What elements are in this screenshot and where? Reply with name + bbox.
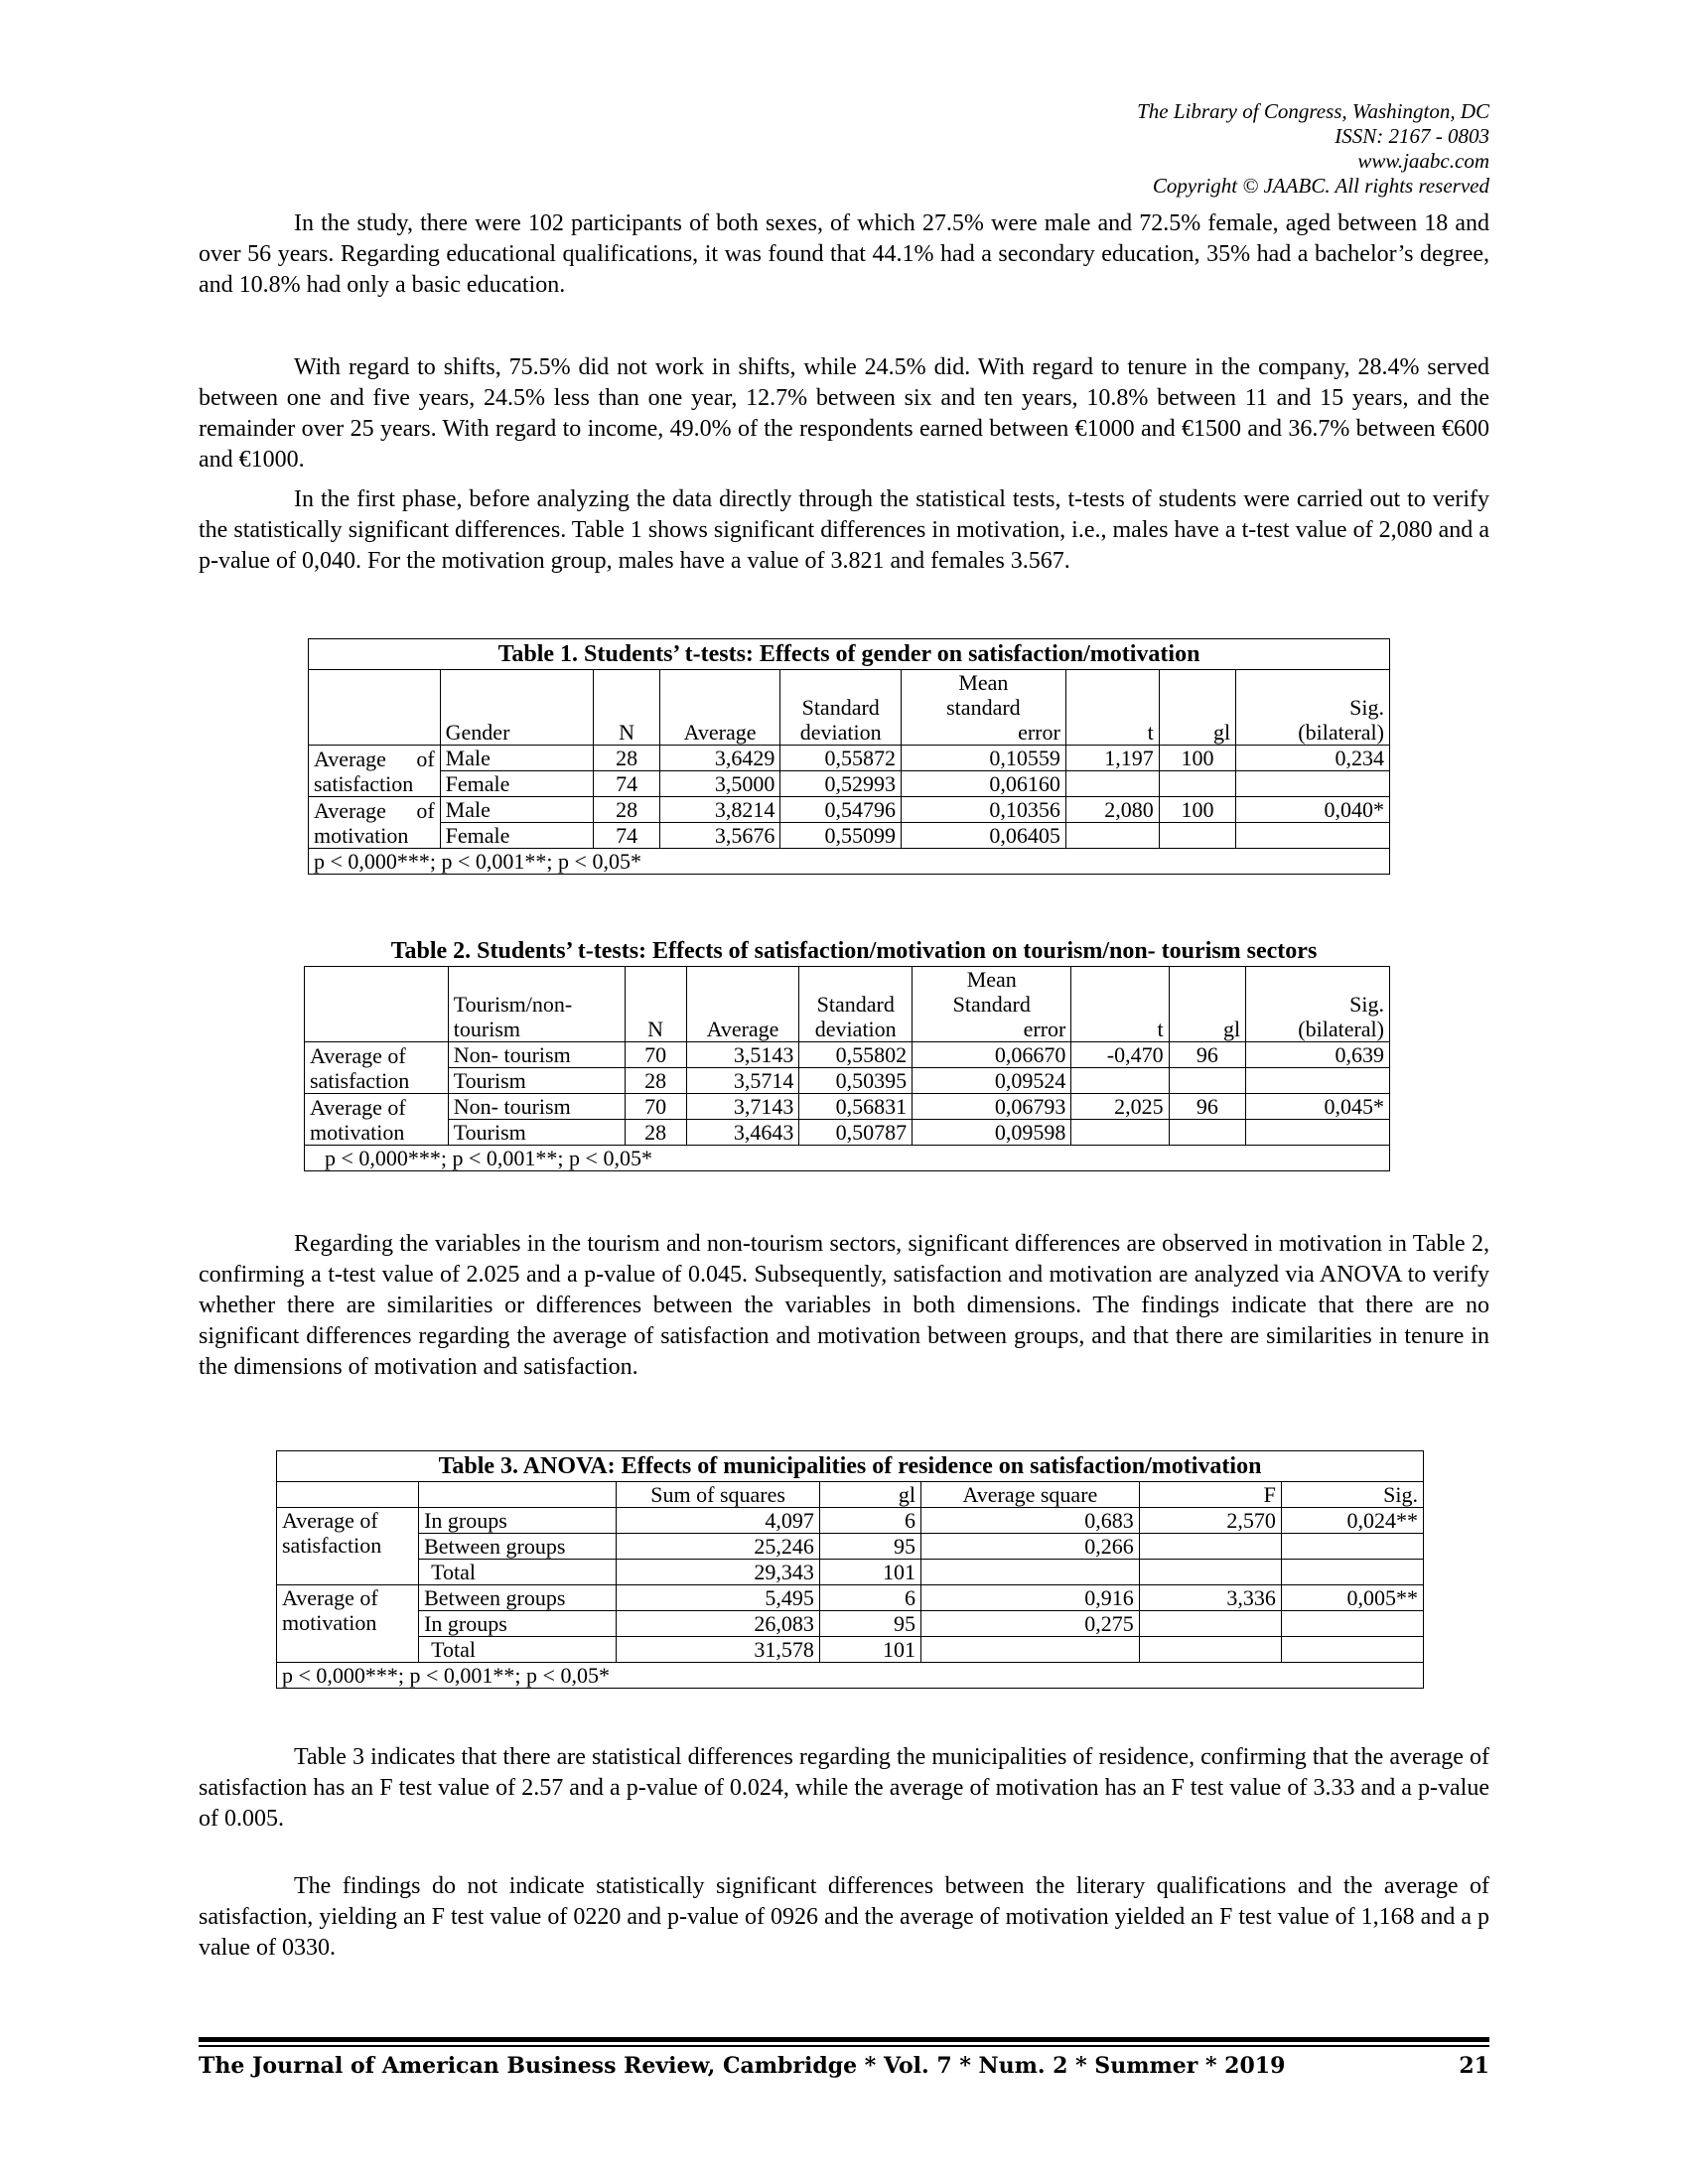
col-mse: Mean Standard error — [913, 967, 1071, 1042]
paragraph-literary-qualifications: The findings do not indicate statistically significant differences between the literary qualifications and the average of satisfaction, yielding an F test value of 0220 and p-value of 0926 and the average of motivation yielded an F test value of 1,168 and a p value of 0330. — [199, 1873, 1489, 1961]
row-label-motivation-2: motivation — [309, 823, 441, 849]
row-label-satisfaction: Average of satisfaction — [277, 1508, 419, 1585]
header-copyright: Copyright © JAABC. All rights reserved — [1152, 174, 1489, 198]
paragraph-table3-results: Table 3 indicates that there are statistical differences regarding the municipalities of residence, confirming that the average of satisfaction has an F test value of 2.57 and a p-value of 0.024, while the average of motivation has an F test value of 3.33 and a p-value of 0.005. — [199, 1744, 1489, 1832]
table-1-header-row — [309, 670, 1390, 746]
table-row: Average of Male 28 3,8214 0,54796 0,10356 2,080 100 0,040* — [309, 797, 1390, 823]
table-row: Average of motivation Between groups 5,495 6 0,916 3,336 0,005** — [277, 1585, 1424, 1611]
paragraph-tourism-anova: Regarding the variables in the tourism and non-tourism sectors, significant differences are observed in motivation in Table 2, confirming a t-test value of 2.025 and a p-value of 0.045. Subsequently, satisfaction and motivation are analyzed via ANOVA to verify whether there are similarities or differences between the variables in both dimensions. The findings indicate that there are no significant differences regarding the average of satisfaction and motivation between groups, and that there are similarities in tenure in the dimensions of motivation and satisfaction. — [199, 1231, 1489, 1380]
table-row: satisfaction Female 74 3,5000 0,52993 0,06160 — [309, 771, 1390, 797]
row-label-satisfaction-2: satisfaction — [309, 771, 441, 797]
header-website: www.jaabc.com — [1357, 149, 1489, 173]
col-t: t — [1065, 670, 1159, 746]
col-gl: gl — [1169, 967, 1246, 1042]
table-row: Average of satisfaction In groups 4,097 6 0,683 2,570 0,024** — [277, 1508, 1424, 1534]
col-t: t — [1071, 967, 1169, 1042]
row-label-motivation: Average of motivation — [277, 1585, 419, 1663]
col-n: N — [625, 967, 686, 1042]
row-label-satisfaction-1: Average of — [309, 746, 441, 771]
table-row: Average of Non- tourism 70 3,5143 0,55802 0,06670 -0,470 96 0,639 — [305, 1042, 1390, 1068]
table-row: motivation Tourism 28 3,4643 0,50787 0,09598 — [305, 1120, 1390, 1146]
running-header — [695, 99, 1489, 199]
table-row: Total 31,578 101 — [277, 1637, 1424, 1663]
table-2-footnote: p < 0,000***; p < 0,001**; p < 0,05* — [305, 1146, 1390, 1171]
col-sig: Sig. (bilateral) — [1236, 670, 1390, 746]
paragraph-shifts: With regard to shifts, 75.5% did not work in shifts, while 24.5% did. With regard to tenure in the company, 28.4% served between one and five years, 24.5% less than one year, 12.7% between six and ten years, 10.8% between 11 and 15 years, and the remainder over 25 years. With regard to income, 49.0% of the respondents earned between €1000 and €1500 and 36.7% between €600 and €1000. — [199, 354, 1489, 473]
running-footer — [199, 2051, 1489, 2081]
footer-rule — [199, 2037, 1489, 2047]
col-average: Average — [659, 670, 780, 746]
table-row: Average of Non- tourism 70 3,7143 0,56831 0,06793 2,025 96 0,045* — [305, 1094, 1390, 1120]
col-average: Average — [686, 967, 799, 1042]
footer-journal: The Journal of American Business Review, Cambridge * Vol. 7 * Num. 2 * Summer * 2019 — [199, 2053, 1286, 2079]
col-gl: gl — [1159, 670, 1235, 746]
col-mse: Mean standard error — [901, 670, 1065, 746]
table-row: Total 29,343 101 — [277, 1560, 1424, 1585]
col-gender: Gender — [440, 670, 594, 746]
table-1-footnote: p < 0,000***; p < 0,001**; p < 0,05* — [309, 849, 1390, 875]
table-1-title: Table 1. Students’ t-tests: Effects of gender on satisfaction/motivation — [309, 639, 1390, 670]
col-sd: Standard deviation — [799, 967, 913, 1042]
col-sum-of-squares: Sum of squares — [617, 1482, 819, 1508]
paragraph-first-phase: In the first phase, before analyzing the data directly through the statistical tests, t-tests of students were carried out to verify the statistically significant differences. Table 1 shows significant differences in motivation, i.e., males have a t-test value of 2,080 and a p-value of 0,040. For the motivation group, males have a value of 3.821 and females 3.567. — [199, 486, 1489, 574]
table-row: satisfaction Tourism 28 3,5714 0,50395 0,09524 — [305, 1068, 1390, 1094]
table-2-title: Table 2. Students’ t-tests: Effects of satisfaction/motivation on tourism/non- tourism sectors — [390, 938, 1318, 964]
header-library: The Library of Congress, Washington, DC — [1137, 99, 1489, 123]
header-issn: ISSN: 2167 - 0803 — [1335, 124, 1489, 148]
table-row: Average of Male 28 3,6429 0,55872 0,10559 1,197 100 0,234 — [309, 746, 1390, 771]
col-average-square: Average square — [921, 1482, 1140, 1508]
col-sector: Tourism/non- tourism — [448, 967, 625, 1042]
table-row: motivation Female 74 3,5676 0,55099 0,06405 — [309, 823, 1390, 849]
table-3 — [276, 1450, 1424, 1689]
paragraph-participants: In the study, there were 102 participants of both sexes, of which 27.5% were male and 72.5% female, aged between 18 and over 56 years. Regarding educational qualifications, it was found that 44.1% had a secondary education, 35% had a bachelor’s degree, and 10.8% had only a basic education. — [199, 210, 1489, 298]
table-2 — [304, 966, 1390, 1171]
col-sd: Standard deviation — [780, 670, 902, 746]
table-3-header-row — [277, 1482, 1424, 1508]
table-row: In groups 26,083 95 0,275 — [277, 1611, 1424, 1637]
col-sig: Sig. (bilateral) — [1246, 967, 1390, 1042]
table-3-footnote: p < 0,000***; p < 0,001**; p < 0,05* — [277, 1663, 1424, 1689]
col-gl: gl — [819, 1482, 920, 1508]
table-1 — [308, 638, 1390, 875]
table-row: Between groups 25,246 95 0,266 — [277, 1534, 1424, 1560]
col-n: N — [594, 670, 659, 746]
page-number: 21 — [1459, 2053, 1489, 2079]
table-2-header-row — [305, 967, 1390, 1042]
col-sig: Sig. — [1281, 1482, 1423, 1508]
row-label-motivation-1: Average of — [309, 797, 441, 823]
col-f: F — [1139, 1482, 1281, 1508]
table-3-title: Table 3. ANOVA: Effects of municipalities of residence on satisfaction/motivation — [277, 1451, 1424, 1482]
